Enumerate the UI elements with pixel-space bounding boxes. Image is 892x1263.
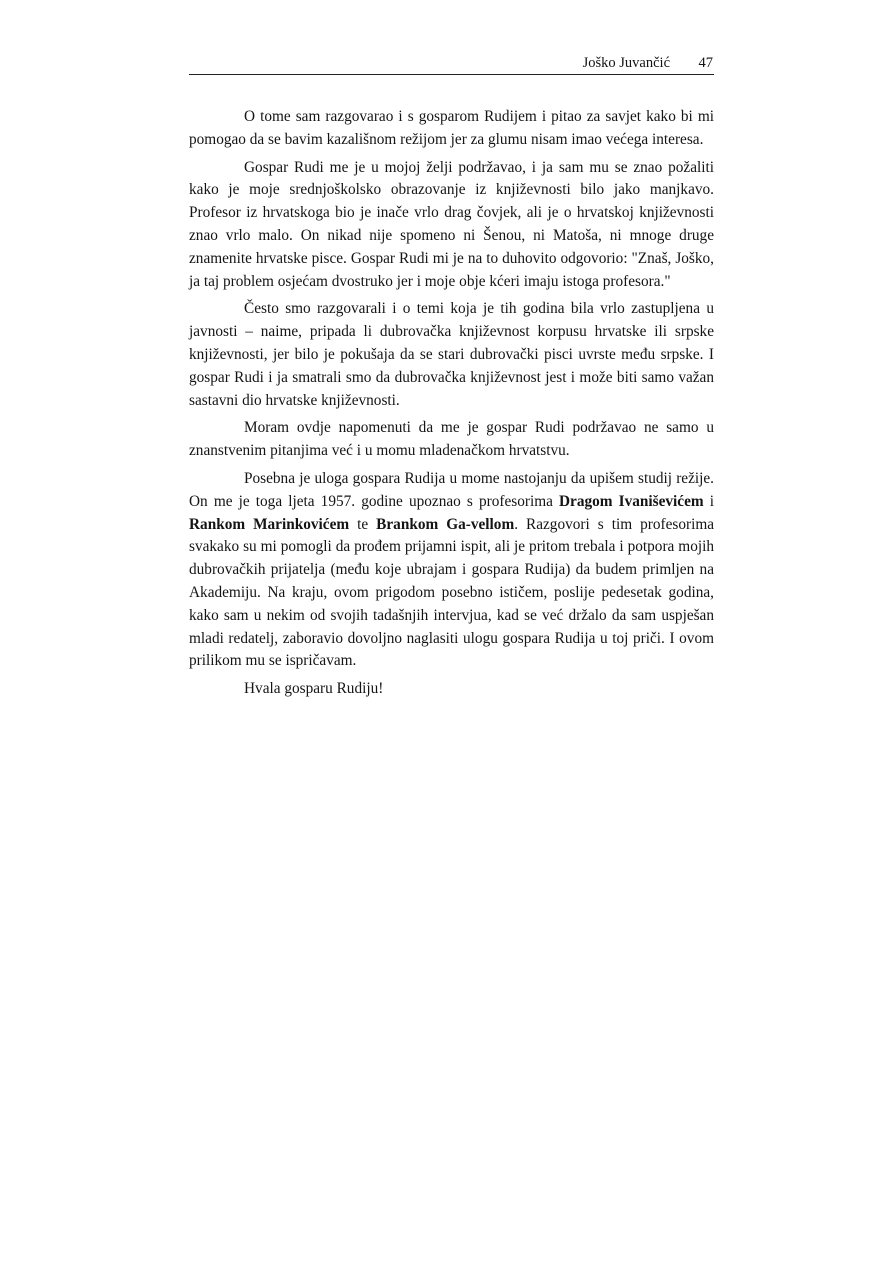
name-rankom-marinkovicem: Rankom Marinkovićem <box>189 515 350 533</box>
paragraph-3: Često smo razgovarali i o temi koja je tih godina bila vrlo zastupljena u javnosti – naime, pripada li dubrovačka književnost korpusu hrvatske ili srpske književnosti, jer bilo je pokušaja da se stari dubrovački pisci uvrste među srpske. I gospar Rudi i ja smatrali smo da dubrovačka književnost jest i može biti samo važan sastavni dio hrvatske književnosti. <box>189 300 714 409</box>
paragraph-4: Moram ovdje napomenuti da me je gospar Rudi podržavao ne samo u znanstvenim pitanjima već i u momu mladenačkom hrvatstvu. <box>189 419 714 460</box>
name-dragom-ivanisevicem: Dragom Ivaniševićem <box>559 492 704 510</box>
page-number: 47 <box>698 55 713 71</box>
running-header <box>189 54 714 75</box>
paragraph-1: O tome sam razgovarao i s gosparom Rudijem i pitao za savjet kako bi mi pomogao da se bavim kazališnom režijom jer za glumu nisam imao većega interesa. <box>189 108 714 148</box>
paragraph-5 <box>189 468 714 673</box>
conjunction-te: te <box>349 515 377 533</box>
paragraph-5-rest: . Razgovori s tim profesorima svakako su mi pomogli da prođem prijamni ispit, ali je pritom trebala i potpora mojih dubrovačkih prijatelja (među koje ubrajam i gospara Rudija) da budem primljen na Akademiju. Na kraju, ovom prigodom posebno ističem, poslije pedesetak godina, kako sam u nekim od svojih tadašnjih intervjua, kad se već držalo da sam uspješan mladi redatelj, zaboravio dovoljno naglasiti ulogu gospara Rudija u toj priči. I ovom prilikom mu se ispričavam. <box>189 515 715 670</box>
body-text <box>189 106 714 706</box>
conjunction-i: i <box>703 492 714 510</box>
name-brankom-gavellom: Brankom Ga-vellom <box>376 515 515 533</box>
paragraph-5-intro: Posebna je uloga gospara Rudija u mome nastojanju da upišem studij režije. On me je toga ljeta 1957. godine upoznao s profesorima <box>189 469 714 510</box>
paragraph-2: Gospar Rudi me je u mojoj želji podržavao, i ja sam mu se znao požaliti kako je moje srednjoškolsko obrazovanje iz književnosti bilo jako manjkavo. Profesor iz hrvatskoga bio je inače vrlo drag čovjek, ali je o hrvatskoj književnosti znao vrlo malo. On nikad nije spomeno ni Šenou, ni Matoša, ni mnoge druge znamenite hrvatske pisce. Gospar Rudi mi je na to duhovito odgovorio: "Znaš, Joško, ja taj problem osjećam dvostruko jer i moje obje kćeri imaju istoga profesora." <box>189 158 714 290</box>
paragraph-6: Hvala gosparu Rudiju! <box>244 680 384 698</box>
header-author: Joško Juvančić <box>582 55 670 71</box>
